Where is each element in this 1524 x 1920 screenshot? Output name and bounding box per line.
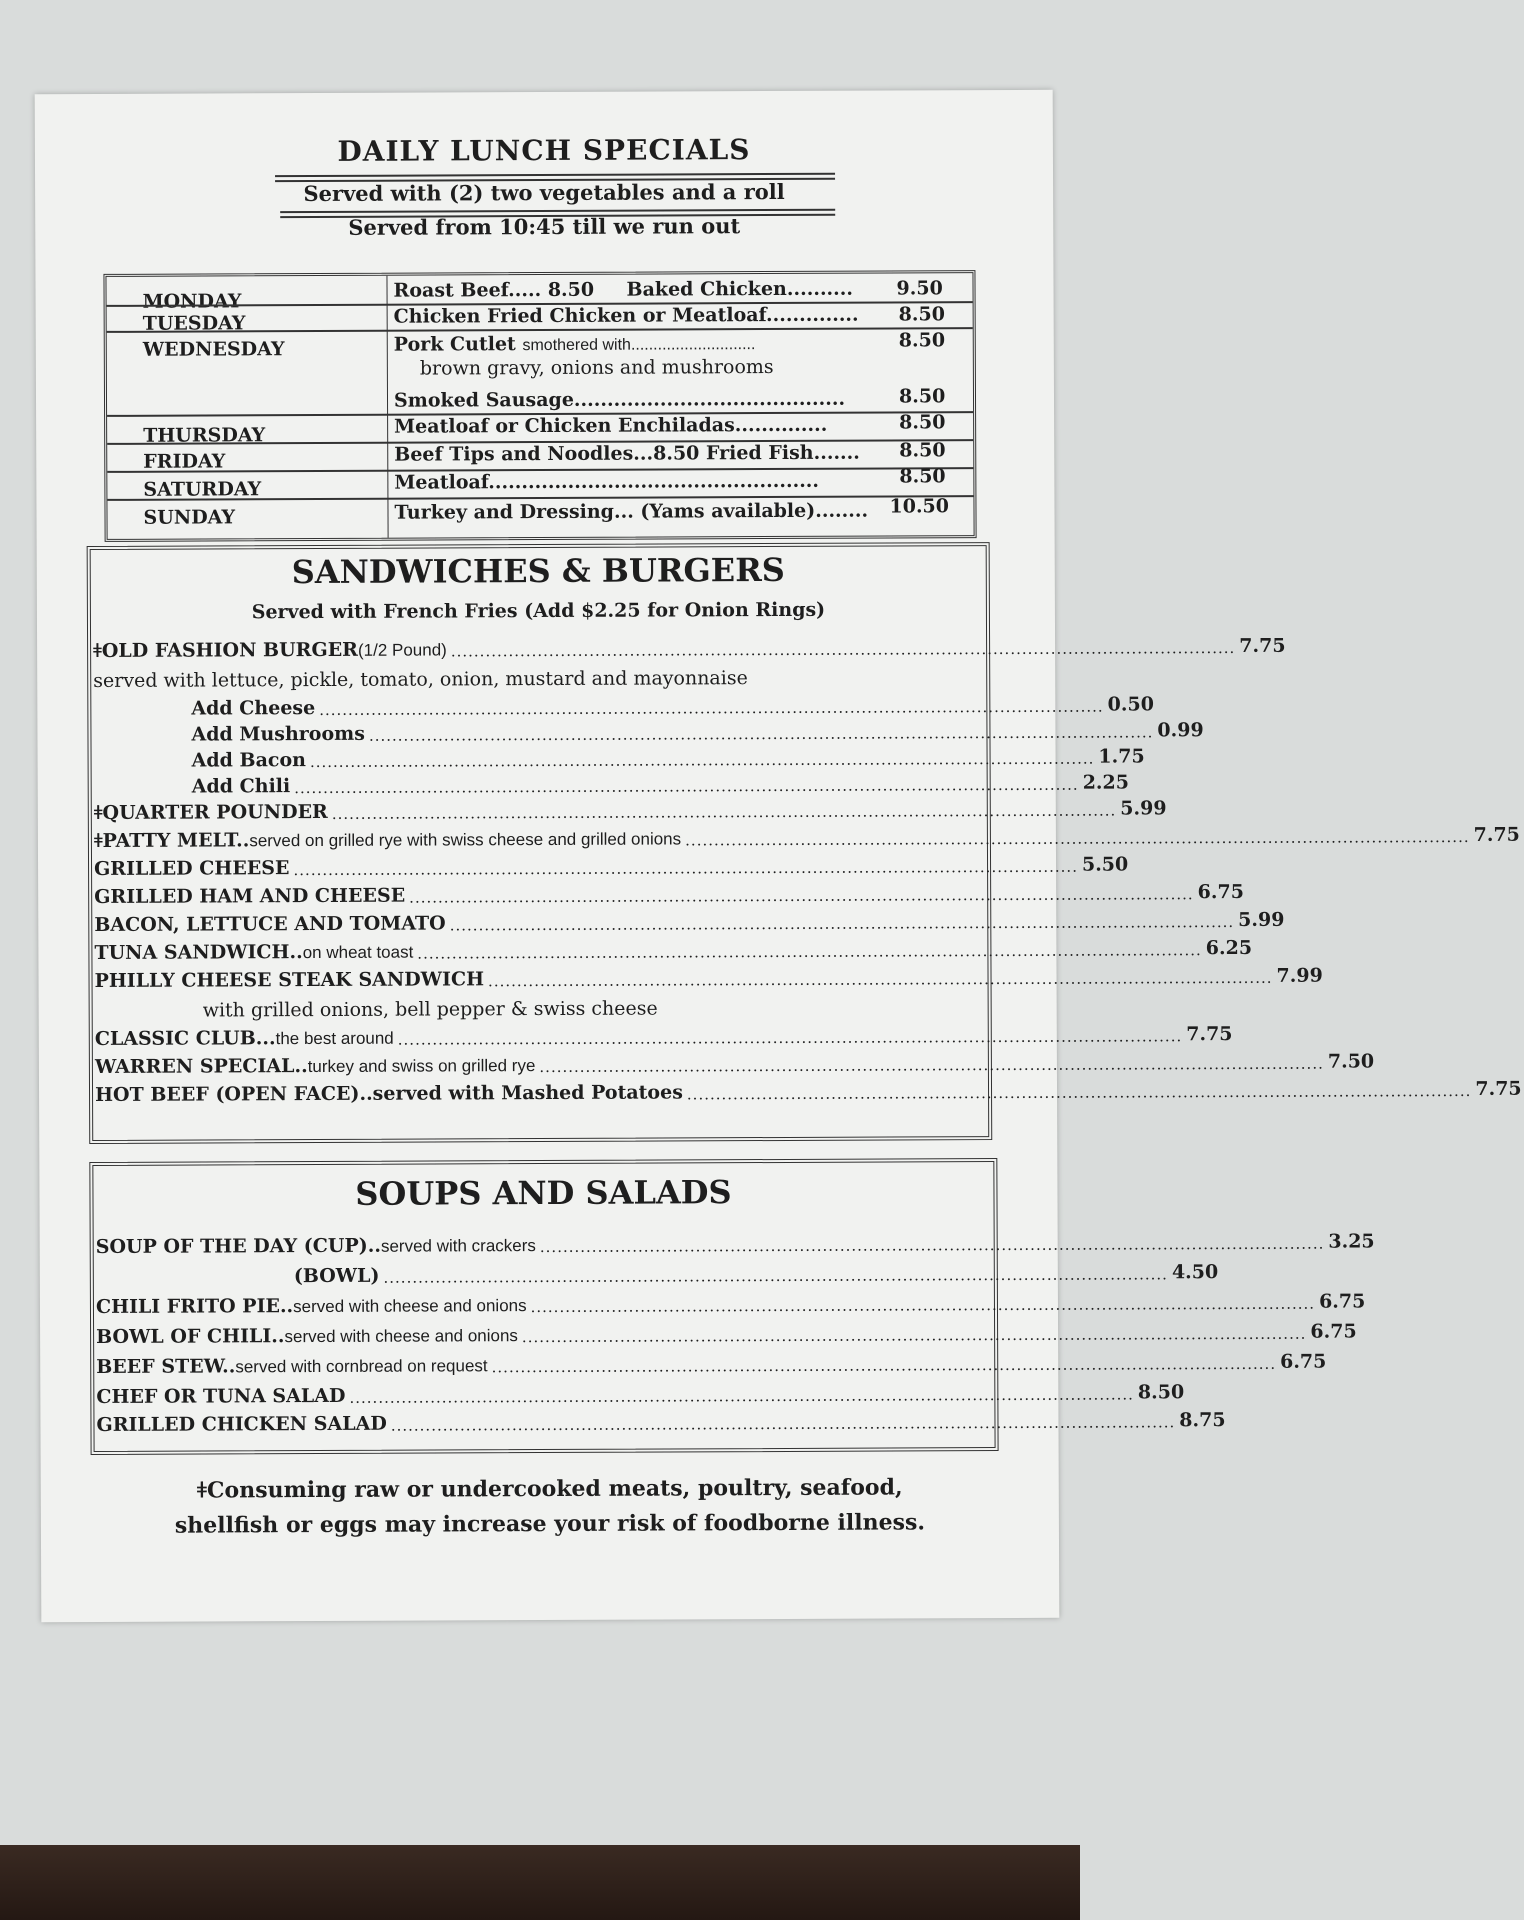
wednesday-item-1 <box>394 332 756 356</box>
wednesday-item-1-name: Pork Cutlet <box>393 333 516 356</box>
menu-item: CHILI FRITO PIE.. served with cheese and onions ........................................................................................................................................ 6.75 <box>95 1290 1366 1318</box>
day-wednesday: WEDNESDAY <box>142 338 285 361</box>
soups-section <box>89 1158 1375 1455</box>
menu-item: Add Bacon ........................................................................................................................................ 1.75 <box>191 745 1145 772</box>
section-title: SOUPS AND SALADS <box>355 1173 732 1213</box>
sunday-item: Turkey and Dressing... (Yams available)........ <box>394 499 869 524</box>
thursday-price: 8.50 <box>899 411 946 434</box>
menu-item: BACON, LETTUCE AND TOMATO ........................................................................................................................................ 5.99 <box>94 908 1285 936</box>
warning-line-2: shellfish or eggs may increase your risk of foodborne illness. <box>174 1509 926 1539</box>
tuesday-price: 8.50 <box>898 303 945 326</box>
day-tuesday: TUESDAY <box>142 312 246 335</box>
menu-item: PHILLY CHEESE STEAK SANDWICH ........................................................................................................................................ 7.99 <box>94 964 1323 992</box>
menu-item: WARREN SPECIAL.. turkey and swiss on grilled rye ........................................................................................................................................ 7.50 <box>94 1050 1375 1078</box>
day-monday: MONDAY <box>142 290 242 313</box>
menu-item: Add Mushrooms ........................................................................................................................................ 0.99 <box>191 719 1204 746</box>
food-safety-warning <box>41 1470 1059 1544</box>
daily-specials-table <box>103 270 976 542</box>
menu-item: SOUP OF THE DAY (CUP).. served with crackers ........................................................................................................................................ 3.25 <box>95 1230 1375 1258</box>
burger-note: served with lettuce, pickle, tomato, onion, mustard and mayonnaise <box>93 667 748 692</box>
menu-page <box>35 90 1522 1622</box>
menu-item: GRILLED HAM AND CHEESE ........................................................................................................................................ 6.75 <box>94 880 1244 908</box>
menu-item: HOT BEEF (OPEN FACE)..served with Mashed Potatoes ........................................................................................................................................ 7.75 <box>94 1077 1522 1106</box>
menu-item: BOWL OF CHILI.. served with cheese and onions ........................................................................................................................................ 6.75 <box>96 1320 1357 1348</box>
menu-item: BEEF STEW.. served with cornbread on request ........................................................................................................................................ 6.75 <box>96 1350 1327 1378</box>
friday-price: 8.50 <box>899 439 946 462</box>
section-title: SANDWICHES & BURGERS <box>291 550 785 592</box>
day-friday: FRIDAY <box>143 450 226 473</box>
menu-item: CLASSIC CLUB... the best around ........................................................................................................................................ 7.75 <box>94 1023 1233 1050</box>
day-thursday: THURSDAY <box>143 424 266 447</box>
menu-item: (BOWL) ........................................................................................................................................ 4.50 <box>293 1261 1219 1288</box>
page-title: DAILY LUNCH SPECIALS <box>337 133 751 168</box>
monday-price-2: 9.50 <box>896 277 943 300</box>
sandwiches-section <box>87 542 1522 1144</box>
menu-item: Add Cheese ........................................................................................................................................ 0.50 <box>191 693 1154 720</box>
monday-item-2: Baked Chicken.......... <box>626 277 854 301</box>
served-with-note: Served with (2) two vegetables and a roll <box>303 178 785 207</box>
day-sunday: SUNDAY <box>143 506 236 529</box>
philly-note: with grilled onions, bell pepper & swiss cheese <box>202 997 658 1022</box>
day-saturday: SATURDAY <box>143 478 262 501</box>
menu-item: TUNA SANDWICH.. on wheat toast ........................................................................................................................................ 6.25 <box>94 936 1253 964</box>
menu-item: ǂPATTY MELT.. served on grilled rye with swiss cheese and grilled onions ........................................................................................................................................ 7.75 <box>93 823 1520 852</box>
menu-item: ǂQUARTER POUNDER ........................................................................................................................................ 5.99 <box>93 797 1167 824</box>
wednesday-item-1-desc: smothered with............................ <box>522 336 756 355</box>
friday-item: Beef Tips and Noodles...8.50 Fried Fish....... <box>394 441 860 466</box>
wednesday-item-1-price: 8.50 <box>898 329 946 352</box>
wednesday-item-1-desc-2: brown gravy, onions and mushrooms <box>419 356 774 380</box>
menu-item: ǂOLD FASHION BURGER (1/2 Pound) ........................................................................................................................................ 7.75 <box>93 634 1286 662</box>
menu-item: GRILLED CHICKEN SALAD ........................................................................................................................................ 8.75 <box>96 1409 1226 1436</box>
table-surface <box>0 1845 1080 1920</box>
wednesday-item-2-price: 8.50 <box>898 385 946 408</box>
saturday-price: 8.50 <box>899 465 946 488</box>
thursday-item: Meatloaf or Chicken Enchiladas.............. <box>394 413 828 438</box>
monday-item-1: Roast Beef..... 8.50 <box>393 278 595 302</box>
served-from-note: Served from 10:45 till we run out <box>348 213 741 240</box>
section-subtitle: Served with French Fries (Add $2.25 for Onion Rings) <box>251 598 826 624</box>
wednesday-item-2: Smoked Sausage......................................... <box>393 387 846 412</box>
menu-item: GRILLED CHEESE ........................................................................................................................................ 5.50 <box>94 853 1129 880</box>
menu-item: CHEF OR TUNA SALAD ........................................................................................................................................ 8.50 <box>96 1381 1185 1408</box>
menu-item: Add Chili ........................................................................................................................................ 2.25 <box>191 771 1130 798</box>
tuesday-item: Chicken Fried Chicken or Meatloaf.............. <box>393 303 859 328</box>
warning-line-1: ǂConsuming raw or undercooked meats, poultry, seafood, <box>196 1474 903 1504</box>
saturday-item: Meatloaf.................................................. <box>394 469 820 494</box>
sunday-price: 10.50 <box>889 495 950 518</box>
